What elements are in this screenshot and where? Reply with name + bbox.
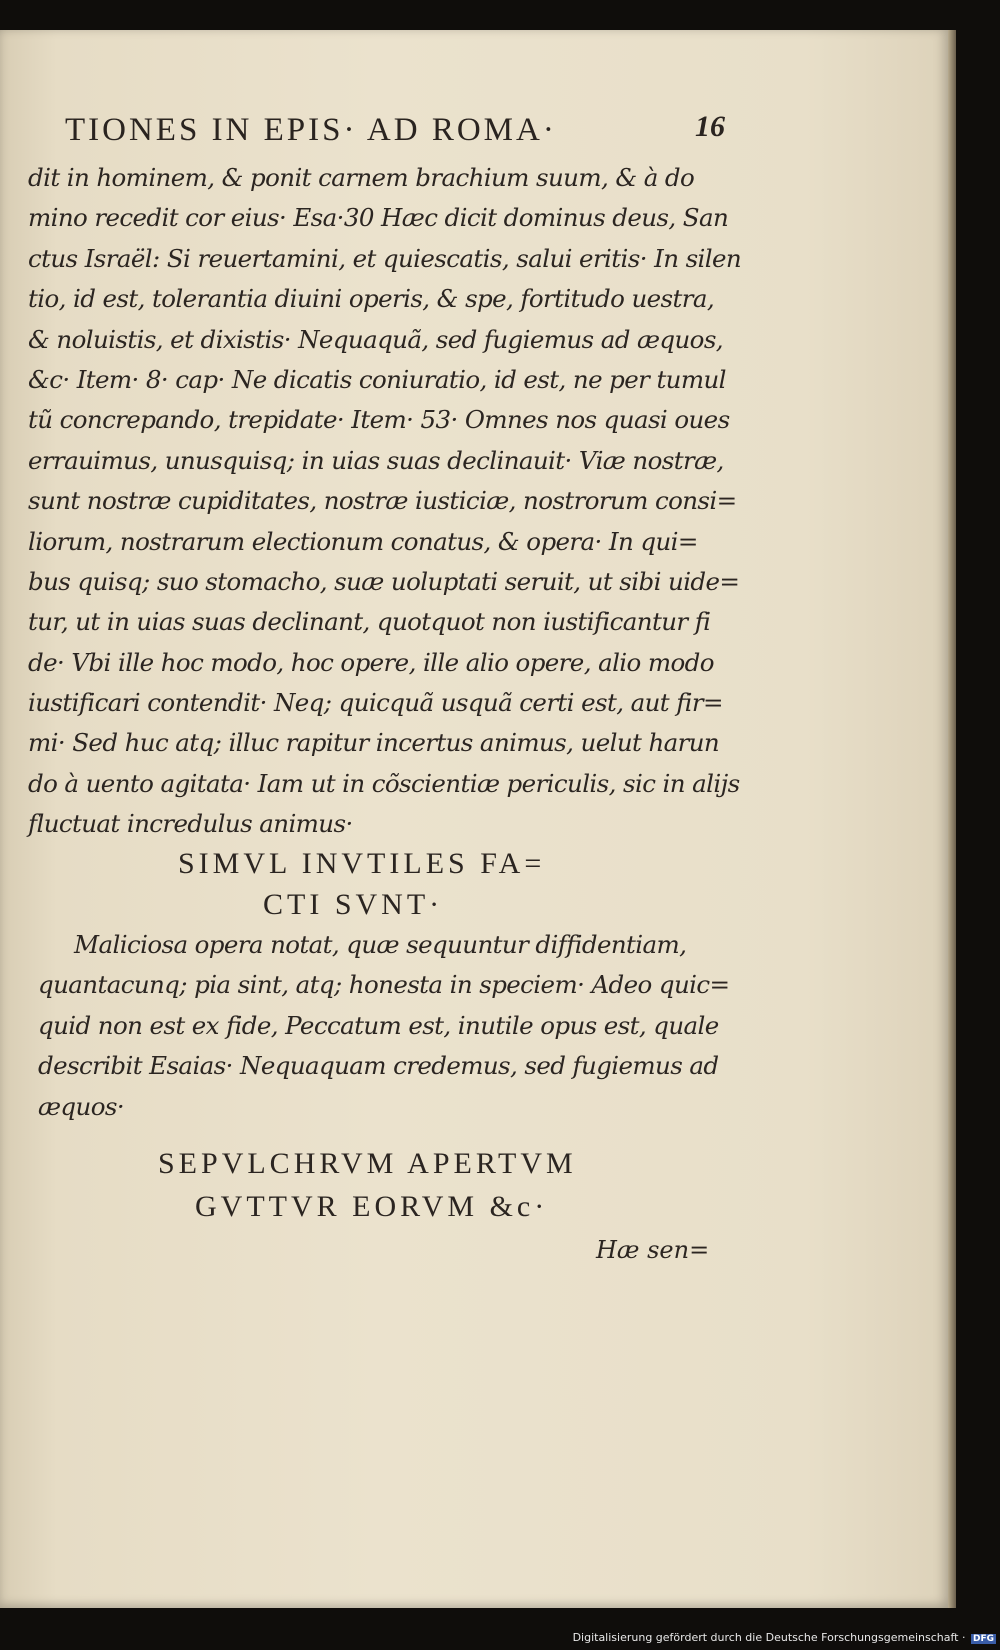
footer-credit: Digitalisierung gefördert durch die Deutsche Forschungsgemeinschaft · (572, 1631, 966, 1644)
section-heading-2-line-1: SEPVLCHRVM APERTVM (158, 1147, 577, 1180)
dfg-logo: DFG (972, 1634, 994, 1644)
text-line: do à uento agitata· Iam ut in cõscientiæ periculis, sic in alijs (28, 768, 740, 798)
text-line: tur, ut in uias suas declinant, quotquot non iustificantur fi (28, 607, 711, 637)
text-line: mino recedit cor eius· Esa·30 Hæc dicit dominus deus, San (28, 203, 729, 233)
page-edge (948, 30, 956, 1608)
text-line: describit Esaias· Nequaquam credemus, sed fugiemus ad (38, 1051, 719, 1081)
text-line: &c· Item· 8· cap· Ne dicatis coniuratio, id est, ne per tumul (28, 364, 726, 394)
text-line: tio, id est, tolerantia diuini operis, & spe, fortitudo uestra, (28, 284, 715, 314)
text-line: bus quisq; suo stomacho, suæ uoluptati seruit, ut sibi uide= (28, 566, 740, 596)
text-line: fluctuat incredulus animus· (28, 809, 353, 839)
text-line: quantacunq; pia sint, atq; honesta in speciem· Adeo quic= (38, 970, 730, 1000)
section-heading-1-line-2: CTI SVNT· (263, 888, 444, 921)
section-heading-2-line-2: GVTTVR EORVM &c· (195, 1190, 549, 1223)
text-line: Maliciosa opera notat, quæ sequuntur diffidentiam, (74, 930, 687, 959)
text-line: liorum, nostrarum electionum conatus, & opera· In qui= (28, 526, 698, 556)
section-heading-1-line-1: SIMVL INVTILES FA= (178, 847, 546, 880)
text-line: tũ concrepando, trepidate· Item· 53· Omnes nos quasi oues (28, 405, 730, 435)
text-line: errauimus, unusquisq; in uias suas declinauit· Viæ nostræ, (28, 445, 724, 475)
text-line: & noluistis, et dixistis· Nequaquã, sed fugiemus ad æquos, (28, 324, 723, 354)
text-line: ctus Israël: Si reuertamini, et quiescatis, salui eritis· In silen (28, 243, 742, 273)
text-line: quid non est ex fide, Peccatum est, inutile opus est, quale (38, 1010, 719, 1040)
text-line: æquos· (38, 1091, 125, 1121)
body-paragraph-1 (28, 158, 748, 845)
catchword: Hæ sen= (596, 1236, 710, 1264)
text-line: mi· Sed huc atq; illuc rapitur incertus animus, uelut harun (28, 728, 720, 758)
text-line: iustificari contendit· Neq; quicquã usquã certi est, aut fir= (28, 688, 723, 718)
body-paragraph-2 (38, 925, 758, 1127)
page-header (65, 112, 725, 152)
digitization-footer (573, 1631, 996, 1644)
folio-number: 16 (695, 110, 725, 143)
running-head: TIONES IN EPIS· AD ROMA· (65, 112, 557, 148)
text-line: sunt nostræ cupiditates, nostræ iusticiæ, nostrorum consi= (28, 486, 737, 516)
text-line: dit in hominem, & ponit carnem brachium suum, & à do (28, 163, 695, 192)
text-line: de· Vbi ille hoc modo, hoc opere, ille alio opere, alio modo (28, 647, 714, 677)
